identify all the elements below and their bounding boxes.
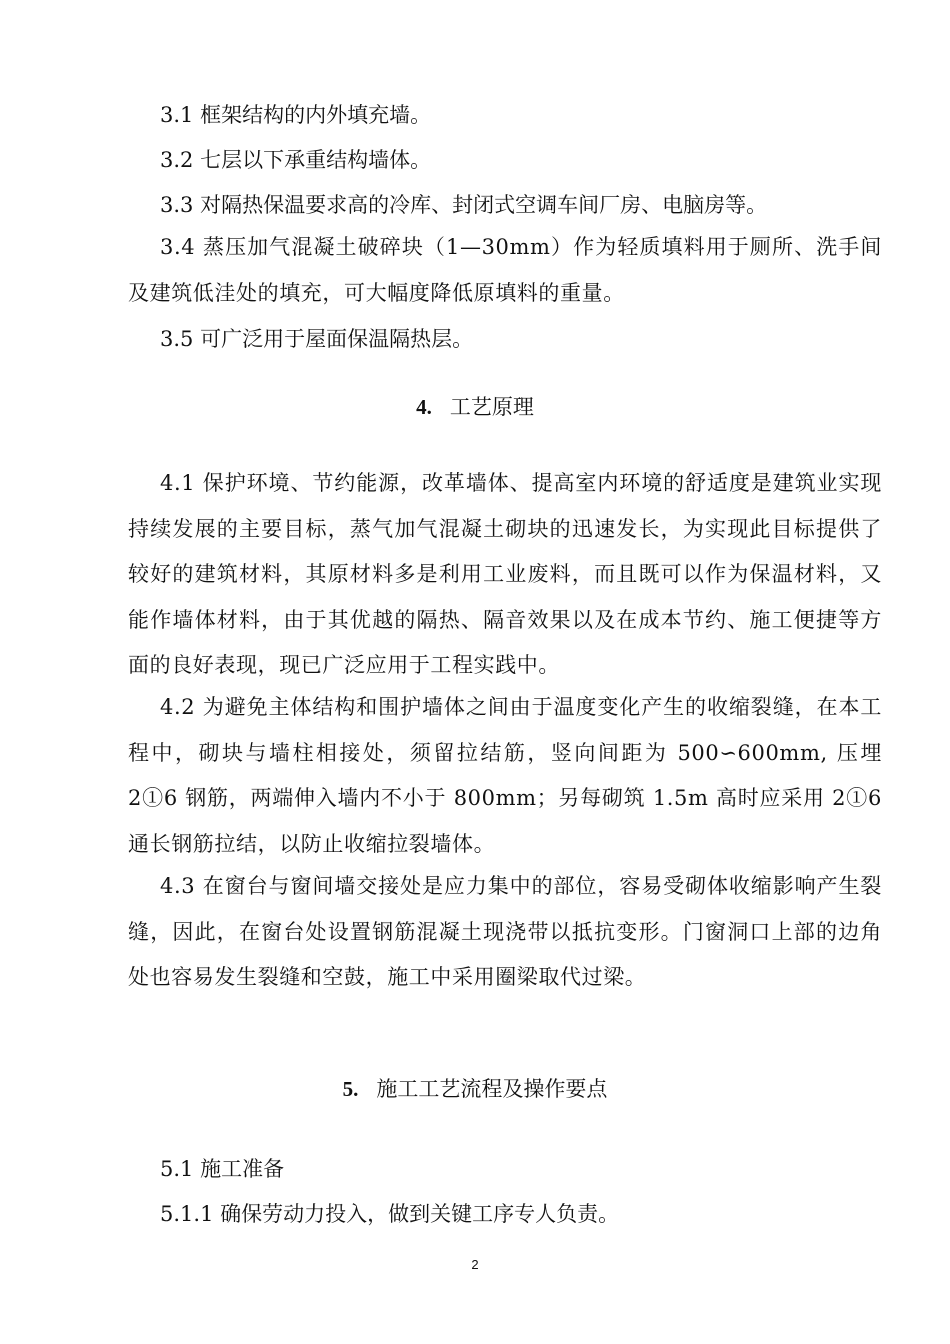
paragraph-4-3: 4.3 在窗台与窗间墙交接处是应力集中的部位，容易受砌体收缩影响产生裂缝，因此，在窗台处设置钢筋混凝土现浇带以抵抗变形。门窗洞口上部的边角处也容易发生裂缝和空鼓，施工中采用圈梁取代过梁。	[128, 874, 882, 989]
section-5-heading	[0, 1076, 950, 1102]
item-3-5: 3.5 可广泛用于屋面保温隔热层。	[160, 327, 474, 351]
paragraph-4-2: 4.2 为避免主体结构和围护墙体之间由于温度变化产生的收缩裂缝，在本工程中，砌块与墙柱相接处，须留拉结筋，竖向间距为 500∽600mm, 压埋 2①6 钢筋，两端伸入墙内不小于 800mm；另每砌筑 1.5m 高时应采用 2①6 通长钢筋拉结，以防止收缩拉裂墙体。	[128, 695, 882, 856]
section-4-title: 工艺原理	[449, 395, 534, 419]
item-5-1-1: 5.1.1 确保劳动力投入，做到关键工序专人负责。	[160, 1202, 620, 1226]
section-5-title: 施工工艺流程及操作要点	[376, 1077, 608, 1101]
paragraph-4-1: 4.1 保护环境、节约能源，改革墙体、提高室内环境的舒适度是建筑业实现持续发展的主要目标，蒸气加气混凝土砌块的迅速发长，为实现此目标提供了较好的建筑材料，其原材料多是利用工业废料，而且既可以作为保温材料，又能作墙体材料，由于其优越的隔热、隔音效果以及在成本节约、施工便捷等方面的良好表现，现已广泛应用于工程实践中。	[128, 471, 882, 677]
item-3-4: 3.4 蒸压加气混凝土破碎块（1—30mm）作为轻质填料用于厕所、洗手间及建筑低洼处的填充，可大幅度降低原填料的重量。	[128, 235, 882, 305]
item-5-1: 5.1 施工准备	[160, 1157, 285, 1181]
item-3-3: 3.3 对隔热保温要求高的冷库、封闭式空调车间厂房、电脑房等。	[160, 193, 768, 217]
page-number: 2	[471, 1257, 479, 1272]
item-3-1: 3.1 框架结构的内外填充墙。	[160, 103, 432, 127]
section-4-number: 4.	[416, 395, 432, 419]
item-3-2: 3.2 七层以下承重结构墙体。	[160, 148, 432, 172]
section-4-heading	[0, 394, 950, 420]
section-5-number: 5.	[342, 1077, 359, 1101]
